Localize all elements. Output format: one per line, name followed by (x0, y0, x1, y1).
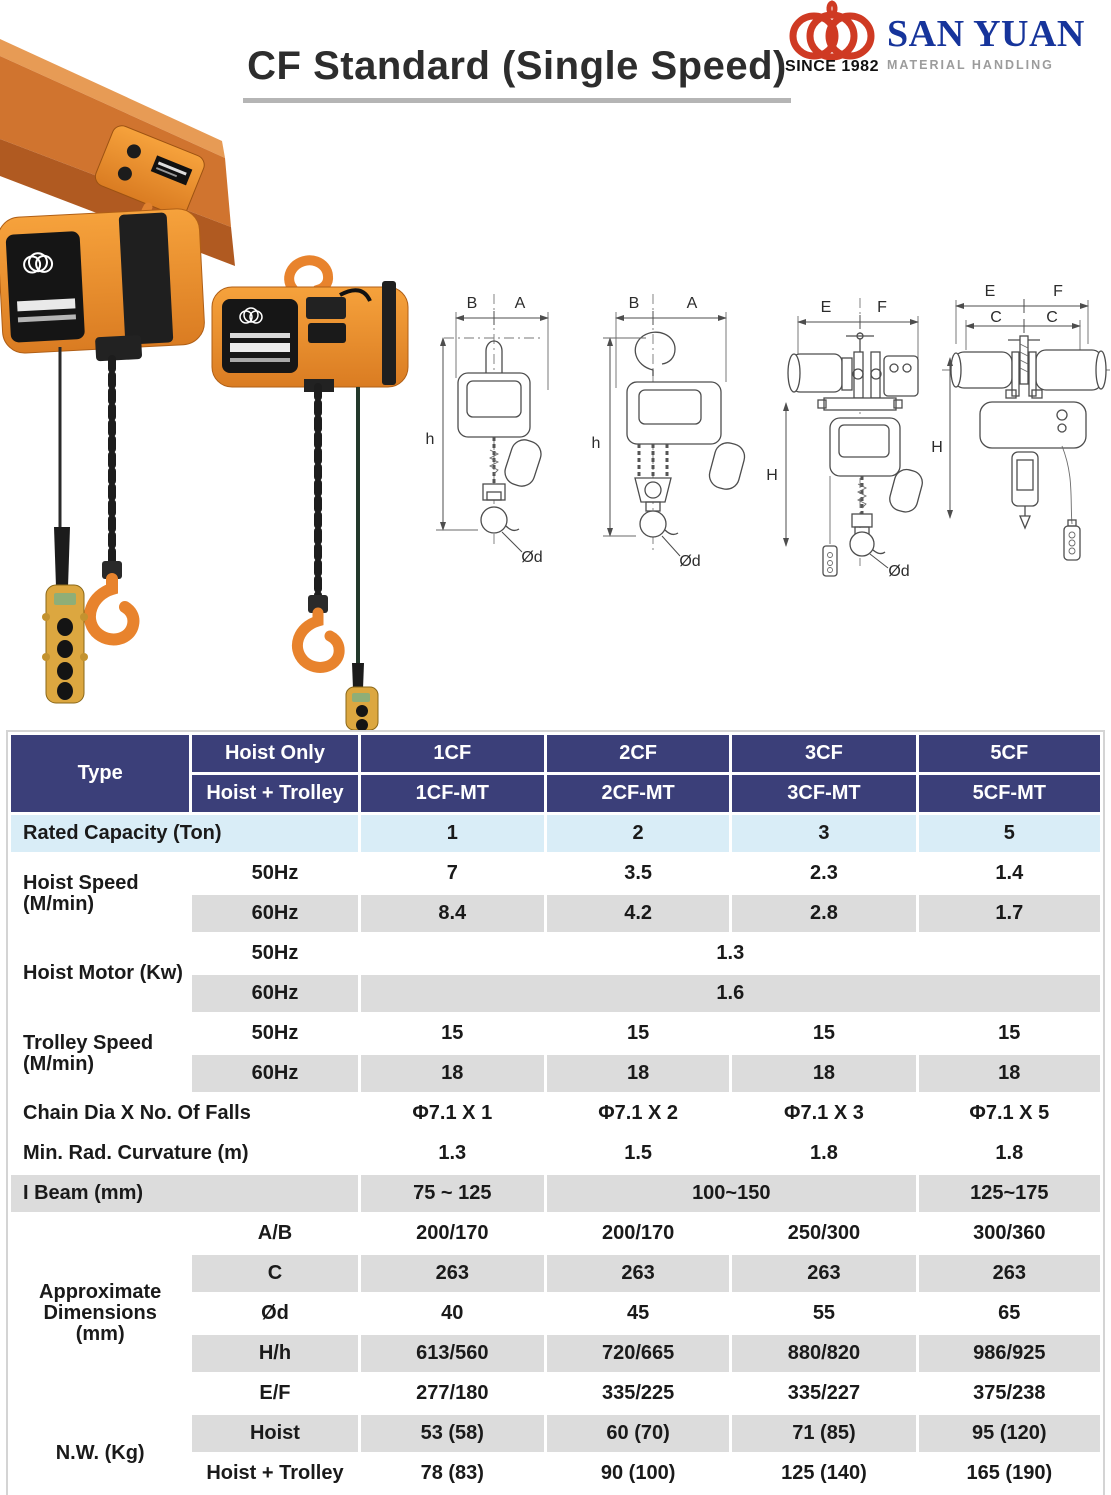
spec-value: Φ7.1 X 2 (547, 1095, 729, 1132)
model-2cf-mt-cell: 2CF-MT (547, 775, 729, 812)
spec-value: 1.3 (361, 1135, 544, 1172)
sanyuan-rings-icon (785, 2, 879, 60)
freq-label: 50Hz (192, 935, 357, 972)
spec-table-wrap (8, 732, 1103, 1495)
product-photos (0, 15, 420, 730)
model-5cf-cell: 5CF (919, 735, 1100, 772)
spec-value: 125~175 (919, 1175, 1100, 1212)
spec-value: 200/170 (361, 1215, 544, 1252)
brand-since: SINCE 1982 (785, 58, 879, 75)
dim-label-od3: Ød (888, 563, 910, 580)
model-1cf-mt-cell: 1CF-MT (361, 775, 544, 812)
spec-value: 613/560 (361, 1335, 544, 1372)
model-3cf-cell: 3CF (732, 735, 915, 772)
spec-value: 335/227 (732, 1375, 915, 1412)
spec-value: 18 (919, 1055, 1100, 1092)
spec-value: 165 (190) (919, 1455, 1100, 1492)
spec-value: 375/238 (919, 1375, 1100, 1412)
spec-value: 300/360 (919, 1215, 1100, 1252)
dim-label-a2: A (686, 295, 698, 312)
nw-sub-label: Hoist (192, 1415, 357, 1452)
spec-table (8, 732, 1103, 1495)
nw-label: N.W. (Kg) (11, 1415, 189, 1492)
spec-value: 263 (919, 1255, 1100, 1292)
spec-value: 55 (732, 1295, 915, 1332)
hoist-motor-label: Hoist Motor (Kw) (11, 935, 189, 1012)
min-rad-label: Min. Rad. Curvature (m) (11, 1135, 358, 1172)
spec-value: 880/820 (732, 1335, 915, 1372)
freq-label: 50Hz (192, 855, 357, 892)
spec-value: 5 (919, 815, 1100, 852)
spec-value: 1.8 (732, 1135, 915, 1172)
spec-value: 125 (140) (732, 1455, 915, 1492)
rated-capacity-label: Rated Capacity (Ton) (11, 815, 358, 852)
brand-logo (785, 2, 1085, 76)
dim-label-H4: H (931, 439, 943, 456)
spec-value: 60 (70) (547, 1415, 729, 1452)
trolley-speed-label-line1: Trolley Speed (23, 1031, 154, 1054)
spec-value: 78 (83) (361, 1455, 544, 1492)
dim-label-h2: h (591, 435, 601, 452)
hoist-speed-label-line1: Hoist Speed (23, 871, 139, 894)
dim-label-c4-left: C (990, 309, 1002, 326)
hoist-only-header-cell: Hoist Only (192, 735, 357, 772)
dim-label-od2: Ød (679, 553, 701, 570)
model-3cf-mt-cell: 3CF-MT (732, 775, 915, 812)
spec-value: 100~150 (547, 1175, 916, 1212)
spec-value: 250/300 (732, 1215, 915, 1252)
trolley-speed-label (11, 1015, 189, 1092)
spec-value: 1.4 (919, 855, 1100, 892)
spec-value: 18 (361, 1055, 544, 1092)
chain-row (11, 1095, 1100, 1132)
technical-drawings (420, 278, 1111, 608)
spec-value: 986/925 (919, 1335, 1100, 1372)
spec-value: 7 (361, 855, 544, 892)
page-title: CF Standard (Single Speed) (243, 44, 791, 103)
spec-value: 15 (547, 1015, 729, 1052)
model-5cf-mt-cell: 5CF-MT (919, 775, 1100, 812)
drawing-front-multi-fall (592, 294, 748, 570)
dim-ab-row (11, 1215, 1100, 1252)
dim-label-f4: F (1053, 283, 1063, 300)
spec-value: 277/180 (361, 1375, 544, 1412)
brand-tagline: MATERIAL HANDLING (887, 58, 1054, 72)
dim-sub-label: E/F (192, 1375, 357, 1412)
dim-sub-label: A/B (192, 1215, 357, 1252)
spec-value: 75 ~ 125 (361, 1175, 544, 1212)
spec-value: 1.6 (361, 975, 1100, 1012)
spec-value: 15 (919, 1015, 1100, 1052)
model-1cf-cell: 1CF (361, 735, 544, 772)
spec-value: 40 (361, 1295, 544, 1332)
freq-label: 60Hz (192, 1055, 357, 1092)
drawing-trolley-front (766, 298, 925, 580)
spec-value: 335/225 (547, 1375, 729, 1412)
spec-value: 2.3 (732, 855, 915, 892)
i-beam-label: I Beam (mm) (11, 1175, 358, 1212)
spec-value: 263 (361, 1255, 544, 1292)
min-rad-row (11, 1135, 1100, 1172)
spec-value: 71 (85) (732, 1415, 915, 1452)
dim-label-f3: F (877, 299, 887, 316)
dim-sub-label: Ød (192, 1295, 357, 1332)
spec-value: 3.5 (547, 855, 729, 892)
pendant-control-photo-1 (42, 527, 88, 703)
spec-value: 65 (919, 1295, 1100, 1332)
dim-label-h1: h (425, 431, 435, 448)
dim-label-b1: B (466, 295, 478, 312)
chain-label: Chain Dia X No. Of Falls (11, 1095, 358, 1132)
drawing-trolley-side (931, 283, 1110, 560)
spec-value: 2 (547, 815, 729, 852)
model-2cf-cell: 2CF (547, 735, 729, 772)
type-header-cell: Type (11, 735, 189, 812)
spec-value: 3 (732, 815, 915, 852)
dimensions-label-line1: Approximate (39, 1281, 162, 1303)
spec-value: 263 (732, 1255, 915, 1292)
hoist-photo-2 (212, 260, 408, 392)
spec-value: 90 (100) (547, 1455, 729, 1492)
nw-hoist-row (11, 1415, 1100, 1452)
header-row-hoist-only (11, 735, 1100, 772)
spec-value: Φ7.1 X 1 (361, 1095, 544, 1132)
spec-value: 720/665 (547, 1335, 729, 1372)
i-beam-row (11, 1175, 1100, 1212)
spec-value: 18 (547, 1055, 729, 1092)
rated-capacity-row (11, 815, 1100, 852)
trolley-speed-50hz-row (11, 1015, 1100, 1052)
freq-label: 50Hz (192, 1015, 357, 1052)
spec-value: 53 (58) (361, 1415, 544, 1452)
spec-value: 18 (732, 1055, 915, 1092)
spec-value: 15 (732, 1015, 915, 1052)
spec-value: 15 (361, 1015, 544, 1052)
hoist-body-photo-1 (0, 208, 206, 366)
dim-label-e3: E (820, 299, 832, 316)
hoist-speed-50hz-row (11, 855, 1100, 892)
dim-label-a1: A (514, 295, 526, 312)
dimensions-label (11, 1215, 189, 1412)
spec-value: 1.8 (919, 1135, 1100, 1172)
dim-sub-label: C (192, 1255, 357, 1292)
spec-value: 1.5 (547, 1135, 729, 1172)
spec-value: 1 (361, 815, 544, 852)
dim-label-b2: B (628, 295, 640, 312)
dimensions-label-line3: (mm) (75, 1323, 125, 1345)
dimensions-label-line2: Dimensions (43, 1302, 157, 1324)
spec-value: 1.3 (361, 935, 1100, 972)
spec-value: 200/170 (547, 1215, 729, 1252)
nw-sub-label: Hoist + Trolley (192, 1455, 357, 1492)
hoist-speed-label (11, 855, 189, 932)
freq-label: 60Hz (192, 895, 357, 932)
dim-label-c4-right: C (1046, 309, 1058, 326)
hoist-trolley-header-cell: Hoist + Trolley (192, 775, 357, 812)
freq-label: 60Hz (192, 975, 357, 1012)
spec-value: 2.8 (732, 895, 915, 932)
hook-photo-2 (297, 595, 339, 667)
spec-value: 4.2 (547, 895, 729, 932)
dim-label-od1: Ød (521, 549, 543, 566)
drawing-front-single-fall (426, 294, 548, 566)
brand-name: SAN YUAN (887, 13, 1085, 55)
spec-value: Φ7.1 X 3 (732, 1095, 915, 1132)
trolley-speed-label-line2: (M/min) (23, 1052, 95, 1075)
spec-value: 95 (120) (919, 1415, 1100, 1452)
dim-label-e4: E (984, 283, 996, 300)
dim-label-H3: H (766, 467, 778, 484)
spec-value: 45 (547, 1295, 729, 1332)
pendant-control-photo-2 (346, 663, 378, 731)
hoist-motor-50hz-row (11, 935, 1100, 972)
spec-value: 1.7 (919, 895, 1100, 932)
hoist-speed-label-line2: (M/min) (23, 892, 95, 915)
hook-photo-1 (90, 561, 134, 639)
spec-value: 263 (547, 1255, 729, 1292)
dim-sub-label: H/h (192, 1335, 357, 1372)
spec-value: 8.4 (361, 895, 544, 932)
spec-value: Φ7.1 X 5 (919, 1095, 1100, 1132)
